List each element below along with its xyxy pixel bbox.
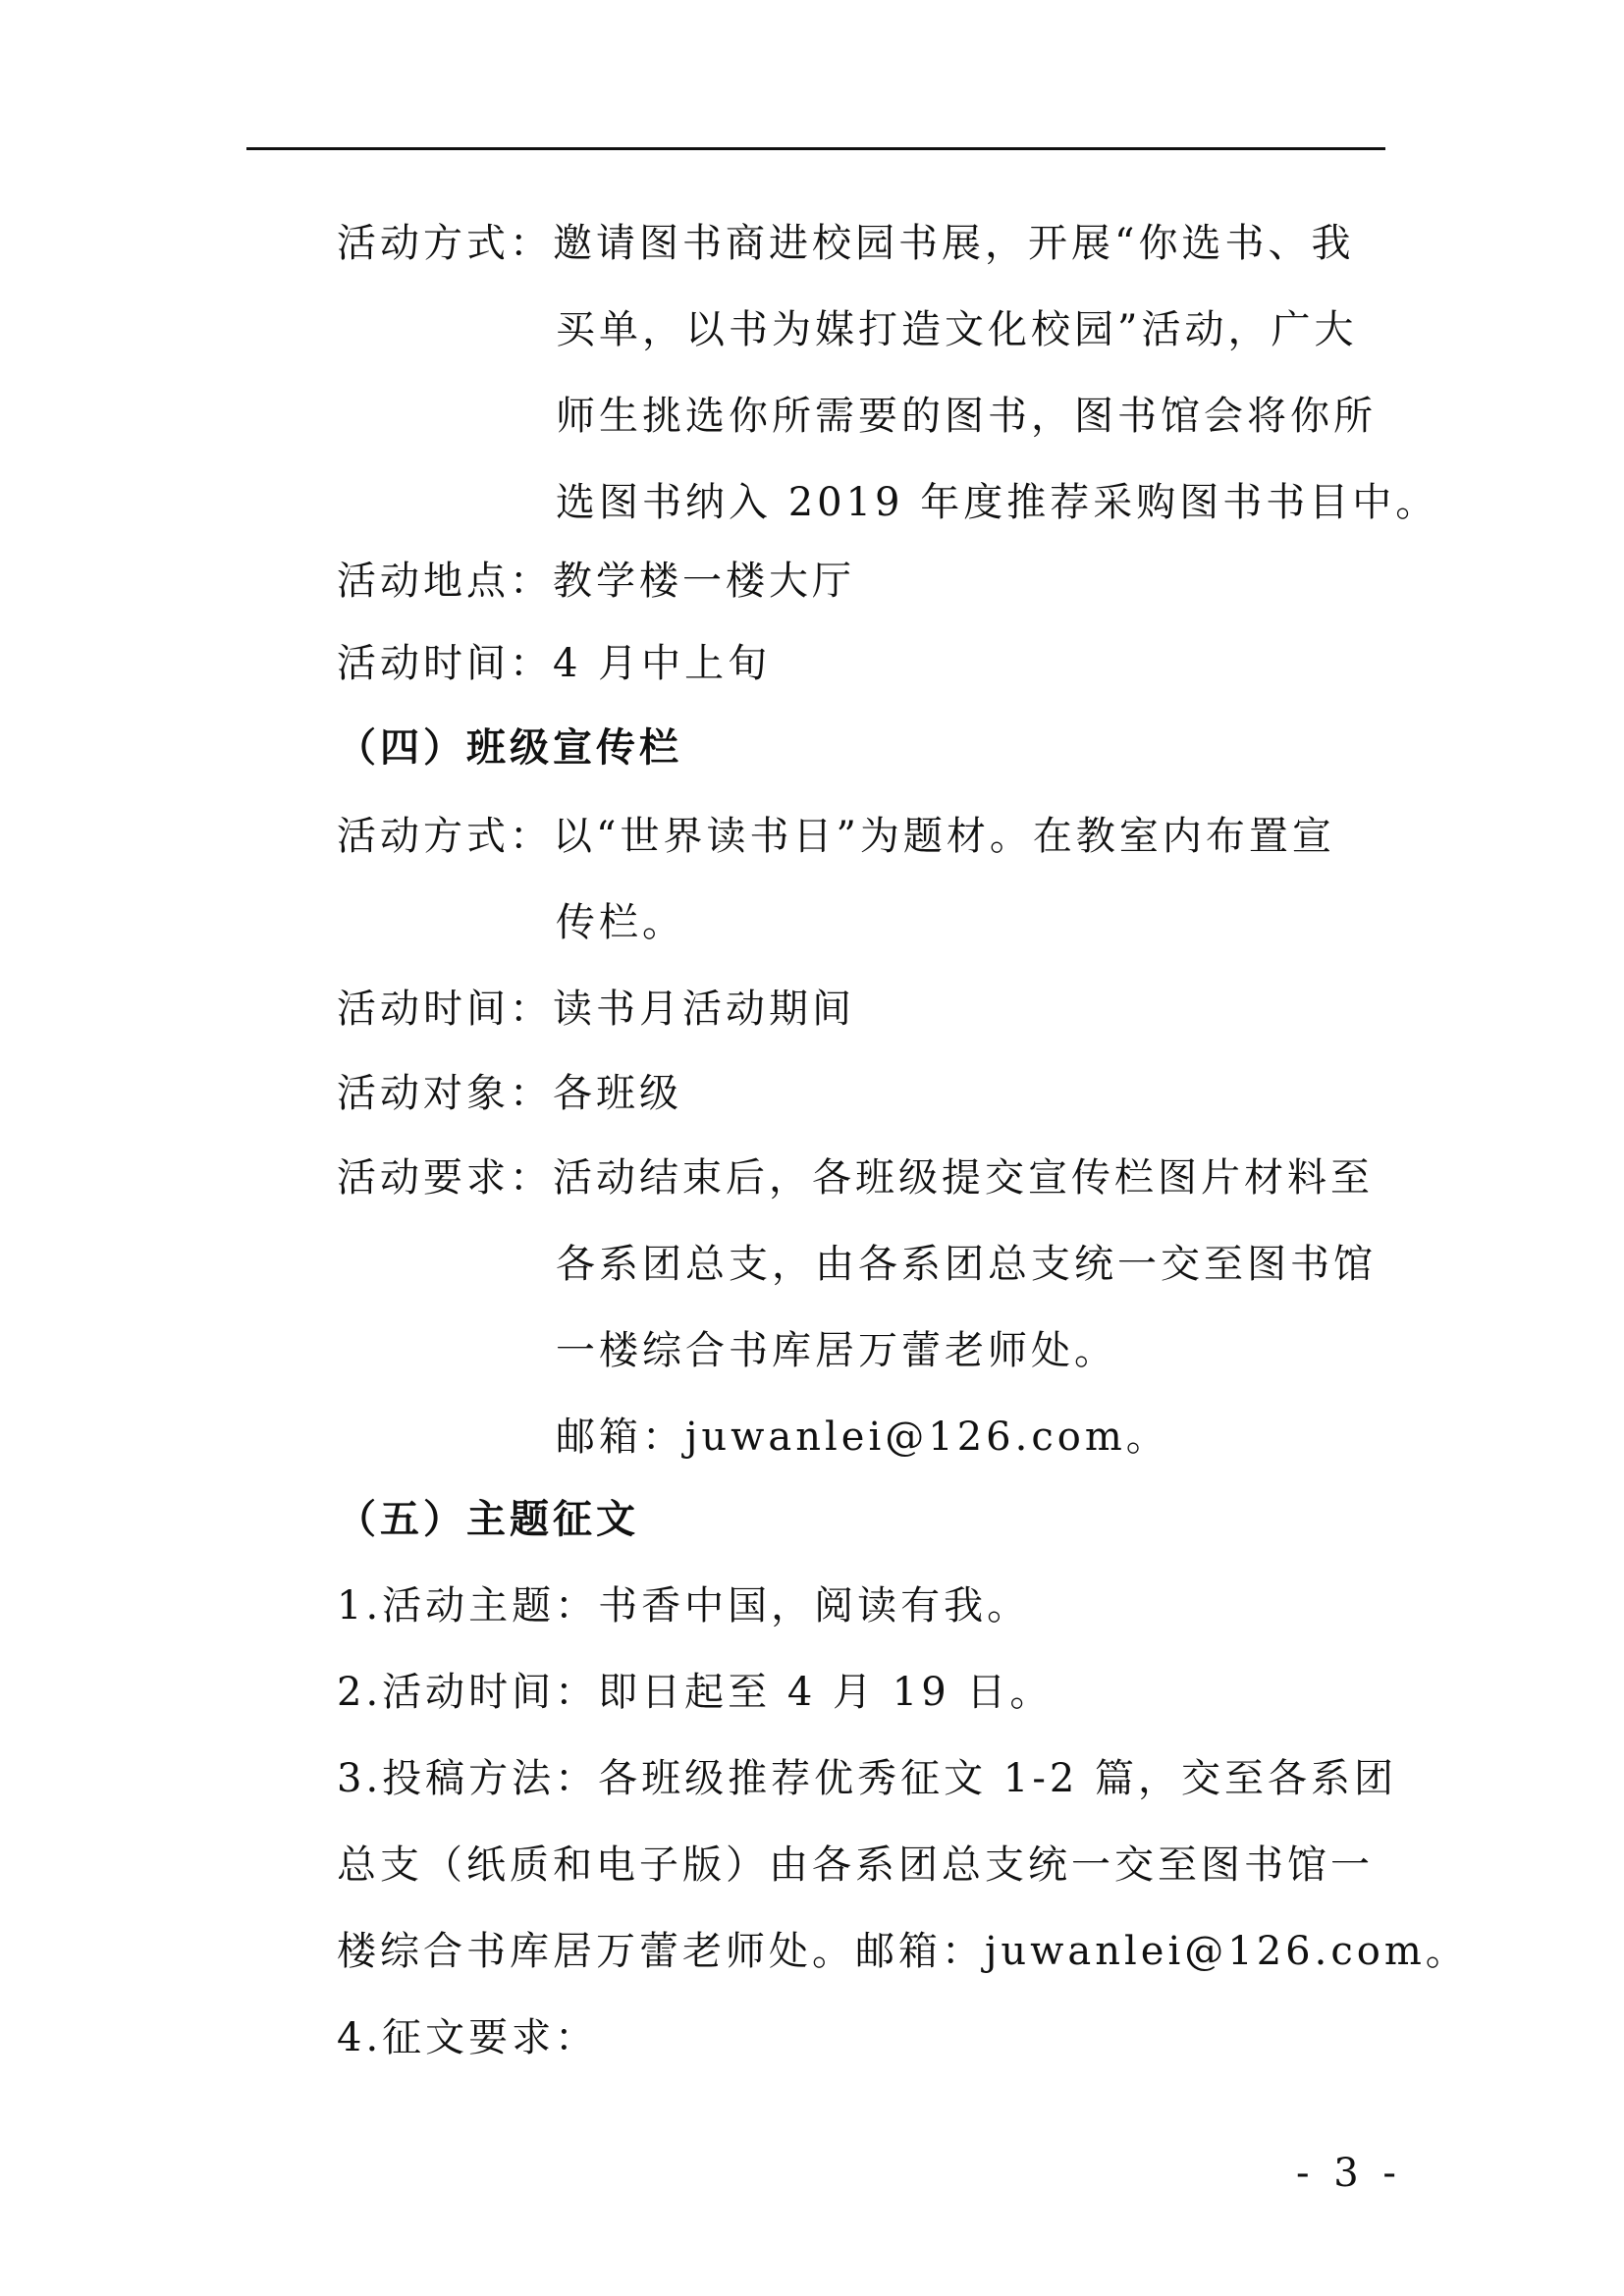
- s4-req-line-2: 各系团总支，由各系团总支统一交至图书馆: [556, 1242, 1377, 1287]
- s5-item-1: 1.活动主题：书香中国，阅读有我。: [337, 1583, 1031, 1629]
- s4-time-label: 活动时间：: [337, 987, 553, 1032]
- time-label: 活动时间：: [337, 641, 553, 686]
- s4-req-line-1: 活动结束后，各班级提交宣传栏图片材料至: [553, 1155, 1374, 1201]
- method-line-2: 买单，以书为媒打造文化校园”活动，广大: [556, 307, 1358, 352]
- method-line-4: 选图书纳入 2019 年度推荐采购图书书目中。: [556, 480, 1439, 525]
- section4-heading: （四）班级宣传栏: [337, 725, 682, 771]
- time-row: [337, 640, 771, 687]
- method-row: [337, 220, 1354, 267]
- s5-item-2: 2.活动时间：即日起至 4 月 19 日。: [337, 1670, 1054, 1715]
- place-value: 教学楼一楼大厅: [553, 559, 855, 604]
- method-line-3: 师生挑选你所需要的图书，图书馆会将你所: [556, 394, 1377, 439]
- place-label: 活动地点：: [337, 559, 553, 604]
- s4-time-row: [337, 986, 855, 1033]
- s4-target-row: [337, 1070, 682, 1117]
- s4-req-line-3: 一楼综合书库居万蕾老师处。: [556, 1328, 1117, 1373]
- method-label: 活动方式：: [337, 221, 553, 266]
- s4-method-row: [337, 813, 1335, 860]
- header-rule: [246, 147, 1385, 150]
- section5-heading: （五）主题征文: [337, 1497, 639, 1542]
- s4-method-line-2: 传栏。: [556, 900, 685, 945]
- time-value: 4 月中上旬: [553, 641, 772, 686]
- s4-time-value: 读书月活动期间: [553, 987, 855, 1032]
- page-number: - 3 -: [1296, 2151, 1402, 2196]
- s4-req-row: [337, 1154, 1374, 1201]
- method-line-1: 邀请图书商进校园书展，开展“你选书、我: [553, 221, 1355, 266]
- s4-method-line-1: 以“世界读书日”为题材。在教室内布置宣: [553, 814, 1335, 859]
- s4-method-label: 活动方式：: [337, 814, 553, 859]
- s4-target-label: 活动对象：: [337, 1071, 553, 1116]
- s4-target-value: 各班级: [553, 1071, 682, 1116]
- s4-email-line: 邮箱：juwanlei@126.com。: [556, 1415, 1169, 1460]
- s5-item-4: 4.征文要求：: [337, 2015, 599, 2060]
- s5-item-3-cont-1: 总支（纸质和电子版）由各系团总支统一交至图书馆一: [337, 1842, 1374, 1888]
- place-row: [337, 558, 855, 605]
- s5-item-3: 3.投稿方法：各班级推荐优秀征文 1-2 篇，交至各系团: [337, 1756, 1398, 1801]
- s5-item-3-cont-2: 楼综合书库居万蕾老师处。邮箱：juwanlei@126.com。: [337, 1929, 1469, 1974]
- s4-req-label: 活动要求：: [337, 1155, 553, 1201]
